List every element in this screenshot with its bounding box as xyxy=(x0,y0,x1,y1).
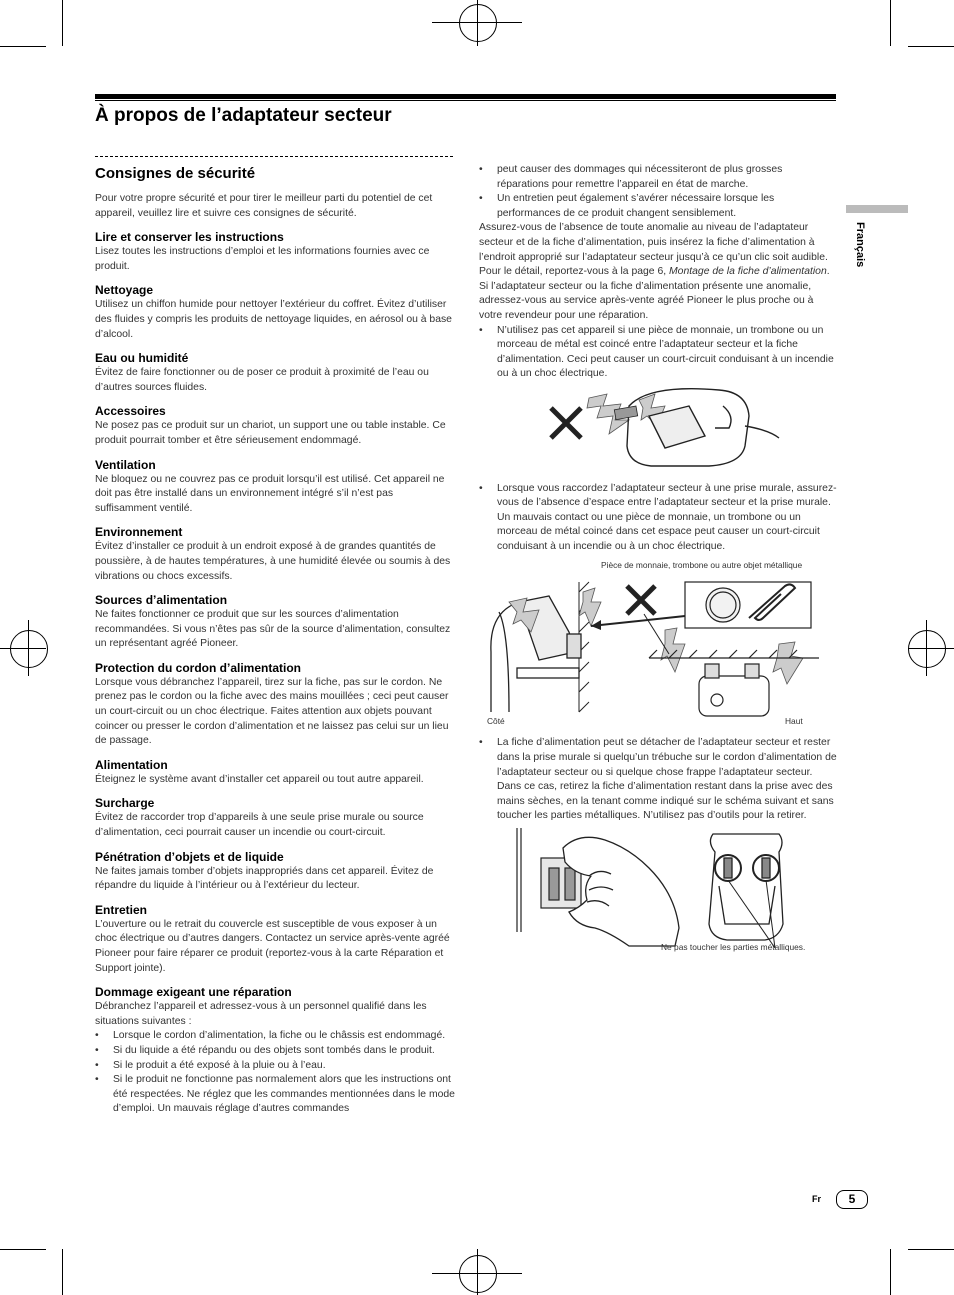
item-text: Lisez toutes les instructions d’emploi et les informations fournies avec ce produit. xyxy=(95,246,430,272)
item-heading: Environnement xyxy=(95,525,183,540)
repair-bullets xyxy=(95,1029,455,1117)
crop-mark xyxy=(0,1249,46,1250)
item-heading: Protection du cordon d’alimentation xyxy=(95,660,302,675)
continued-bullet xyxy=(479,163,837,192)
bullet-coin xyxy=(479,324,837,382)
registration-mark-right xyxy=(908,630,946,668)
registration-line xyxy=(477,0,478,46)
crop-mark xyxy=(62,1249,63,1295)
bullet-wall xyxy=(479,482,837,555)
footer-language-code: Fr xyxy=(812,1194,821,1204)
item-heading: Entretien xyxy=(95,902,148,917)
section-title: Consignes de sécurité xyxy=(95,165,256,182)
figure3-caption: Ne pas toucher les parties métalliques. xyxy=(661,942,806,953)
registration-line xyxy=(908,648,954,649)
section-divider xyxy=(95,156,453,157)
side-tab xyxy=(846,205,908,213)
item-heading: Accessoires xyxy=(95,404,166,419)
bullet-detach xyxy=(479,736,837,824)
plug-removal-diagram xyxy=(479,828,837,956)
bullet-wall-text: Lorsque vous raccordez l’adaptateur secteur à une prise murale, assurez-vous de l’absence d’espace entre l’adaptateur secteur et la prise murale. Un mauvais contact ou une pièce de monnaie, un trombone ou un morceau de métal coincé dans cet espace peut causer un court-circuit conduisant à un incendie ou à un choc électrique. xyxy=(497,482,837,552)
item-text: Évitez de faire fonctionner ou de poser ce produit à proximité de l’eau ou d’autres sources fluides. xyxy=(95,367,429,393)
registration-mark-bottom xyxy=(459,1255,497,1293)
item-heading: Surcharge xyxy=(95,796,155,811)
item-heading: Alimentation xyxy=(95,757,168,772)
crop-mark xyxy=(62,0,63,46)
page-number: 5 xyxy=(836,1190,868,1209)
registration-mark-left xyxy=(10,630,48,668)
crop-mark xyxy=(890,1249,891,1295)
bullet-detach-text: La fiche d’alimentation peut se détacher de l’adaptateur secteur et rester dans la prise murale si quelqu’un trébuche sur le cordon d’alimentation de l’adaptateur secteur ou si quelque chose frappe l’adaptateur secteur. Dans ce cas, retirez la fiche d’alimentation restant dans la prise avec des mains sèches, en la tenant comme indiqué sur le schéma suivant et sans toucher les parties métalliques. N’utilisez pas d’outils pour la retirer. xyxy=(497,737,837,822)
registration-line xyxy=(477,1249,478,1295)
safety-items xyxy=(95,230,455,1029)
adapter-plug-coin-warning-figure xyxy=(479,386,837,468)
page-title: À propos de l’adaptateur secteur xyxy=(95,105,392,126)
registration-mark-top xyxy=(459,4,497,42)
item-text: Évitez d’installer ce produit à un endroit exposé à de grandes quantités de poussière, à de hautes températures, à une humidité élevée ou soumis à des vibrations ou chocs excessifs. xyxy=(95,541,451,582)
prohibited-cross-icon xyxy=(627,586,655,614)
pointer-arrow xyxy=(591,616,685,626)
title-rule xyxy=(95,94,836,99)
crop-mark xyxy=(890,0,891,46)
item-text: L’ouverture ou le retrait du couvercle est susceptible de vous exposer à un choc électrique ou d’autres dangers. Contactez un service après-vente agréé Pioneer pour faire réparer ce produit (reportez-vous à la carte Réparation et Support jointe). xyxy=(95,918,450,974)
bullet-coin-text: N’utilisez pas cet appareil si une pièce de monnaie, un trombone ou un morceau de métal est coincé entre l’adaptateur secteur et la fiche d’alimentation. Ceci peut causer un court-circuit conduisant à un incendie ou à un choc électrique. xyxy=(497,324,834,380)
item-heading: Sources d’alimentation xyxy=(95,593,228,608)
repair-bullet: • Lorsque le cordon d’alimentation, la fiche ou le châssis est endommagé. xyxy=(95,1029,455,1044)
item-heading: Ventilation xyxy=(95,457,156,472)
left-column xyxy=(95,156,455,1117)
item-text: Évitez de raccorder trop d’appareils à une seule prise murale ou source d’alimentation, ceci pourrait causer un incendie ou court-circuit. xyxy=(95,812,424,839)
wall-socket-figure xyxy=(479,554,837,730)
repair-bullet: • Si le produit ne fonctionne pas normalement alors que les instructions ont été respectées. Ne réglez que les commandes mentionnées dans le mode d’emploi. Un mauvais réglage d’autres commandes xyxy=(95,1073,455,1117)
prohibited-cross-icon xyxy=(551,408,581,438)
paragraph-inspect-text: Assurez-vous de l’absence de toute anomalie au niveau de l’adaptateur secteur et de la fiche d’alimentation, puis insérez la fiche d’alimentation à l’endroit approprié sur l’adaptateur secteur jusqu’à ce qu’un clic soit audible. Pour le détail, reportez-vous à la page 6, xyxy=(479,222,828,278)
item-text: Lorsque vous débranchez l’appareil, tirez sur la fiche, pas sur le cordon. Ne prenez pas le cordon ou la fiche avec des mains mouillées ; ceci peut causer un court-circuit ou un choc électrique. Faites attention aux objets pouvant coincer ou presser le cordon d’alimentation et ne laissez pas celui sur un lieu de passage. xyxy=(95,676,449,747)
crop-mark xyxy=(908,46,954,47)
figure2-caption: Pièce de monnaie, trombone ou autre objet métallique xyxy=(601,560,803,571)
item-heading: Nettoyage xyxy=(95,283,154,298)
paragraph-inspect xyxy=(479,221,837,279)
item-heading: Lire et conserver les instructions xyxy=(95,230,284,245)
item-text: Éteignez le système avant d’installer cet appareil ou tout autre appareil. xyxy=(95,773,424,785)
paragraph-repair: Si l’adaptateur secteur ou la fiche d’alimentation présente une anomalie, adressez-vous au service après-vente agréé Pioneer le plus proche ou à votre revendeur pour une réparation. xyxy=(479,280,814,321)
item-text: Ne bloquez ou ne couvrez pas ce produit lorsqu’il est utilisé. Cet appareil ne doit pas être installé dans un environnement intégré s’il n’est pas suffisamment ventilé. xyxy=(95,473,445,514)
crop-mark xyxy=(908,1249,954,1250)
side-language-label: Français xyxy=(854,222,866,268)
section-intro: Pour votre propre sécurité et pour tirer le meilleur parti du potentiel de cet appareil, veuillez lire et suivre ces consignes de sécurité. xyxy=(95,193,433,219)
item-heading: Dommage exigeant une réparation xyxy=(95,985,292,1000)
item-heading: Eau ou humidité xyxy=(95,351,189,366)
figure2-top-label: Haut xyxy=(785,716,803,727)
item-text: Ne faites fonctionner ce produit que sur les sources d’alimentation recommandées. Si vous n’êtes pas sûr de la source d’alimentation, consultez un représentant agréé Pioneer. xyxy=(95,609,451,650)
figure2-side-label: Côté xyxy=(487,716,505,727)
page-reference: Montage de la fiche d’alimentation xyxy=(669,266,827,278)
registration-line xyxy=(926,620,927,676)
title-rule-thin xyxy=(95,100,836,101)
repair-bullet: • Si le produit a été exposé à la pluie ou à l’eau. xyxy=(95,1059,455,1074)
bullet-performance-text: Un entretien peut également s’avérer nécessaire lorsque les performances de ce produit changent sensiblement. xyxy=(497,193,775,219)
paragraph-inspect-end: . xyxy=(826,266,830,278)
item-text: Ne faites jamais tomber d’objets inappropriés dans cet appareil. Évitez de répandre du liquide à l’intérieur ou à l’extérieur du lecteur. xyxy=(95,865,434,892)
registration-line xyxy=(28,620,29,676)
bullet-performance xyxy=(479,192,837,221)
plug-detail xyxy=(709,834,783,948)
wall-socket-diagram xyxy=(479,572,837,732)
item-text: Ne posez pas ce produit sur un chariot, un support une ou table instable. Ce produit pourrait tomber et être sérieusement endommagé. xyxy=(95,420,446,446)
side-language-tab xyxy=(852,222,866,282)
registration-line xyxy=(0,648,46,649)
item-text: Utilisez un chiffon humide pour nettoyer l’extérieur du coffret. Évitez d’utiliser des fluides y compris les produits de nettoyage liquides, en aérosol ou à base d’alcool. xyxy=(95,299,452,340)
item-heading: Pénétration d’objets et de liquide xyxy=(95,849,284,864)
repair-bullet: • Si du liquide a été répandu ou des objets sont tombés dans le produit. xyxy=(95,1044,455,1059)
right-column xyxy=(479,163,837,964)
crop-mark xyxy=(0,46,46,47)
plug-removal-figure xyxy=(479,824,837,964)
item-text: Débranchez l’appareil et adressez-vous à un personnel qualifié dans les situations suivantes : xyxy=(95,1001,427,1027)
coin-and-paperclip-box xyxy=(685,582,811,628)
continued-bullet-text: peut causer des dommages qui nécessiteront de plus grosses réparations pour remettre l’appareil en état de marche. xyxy=(497,164,783,190)
